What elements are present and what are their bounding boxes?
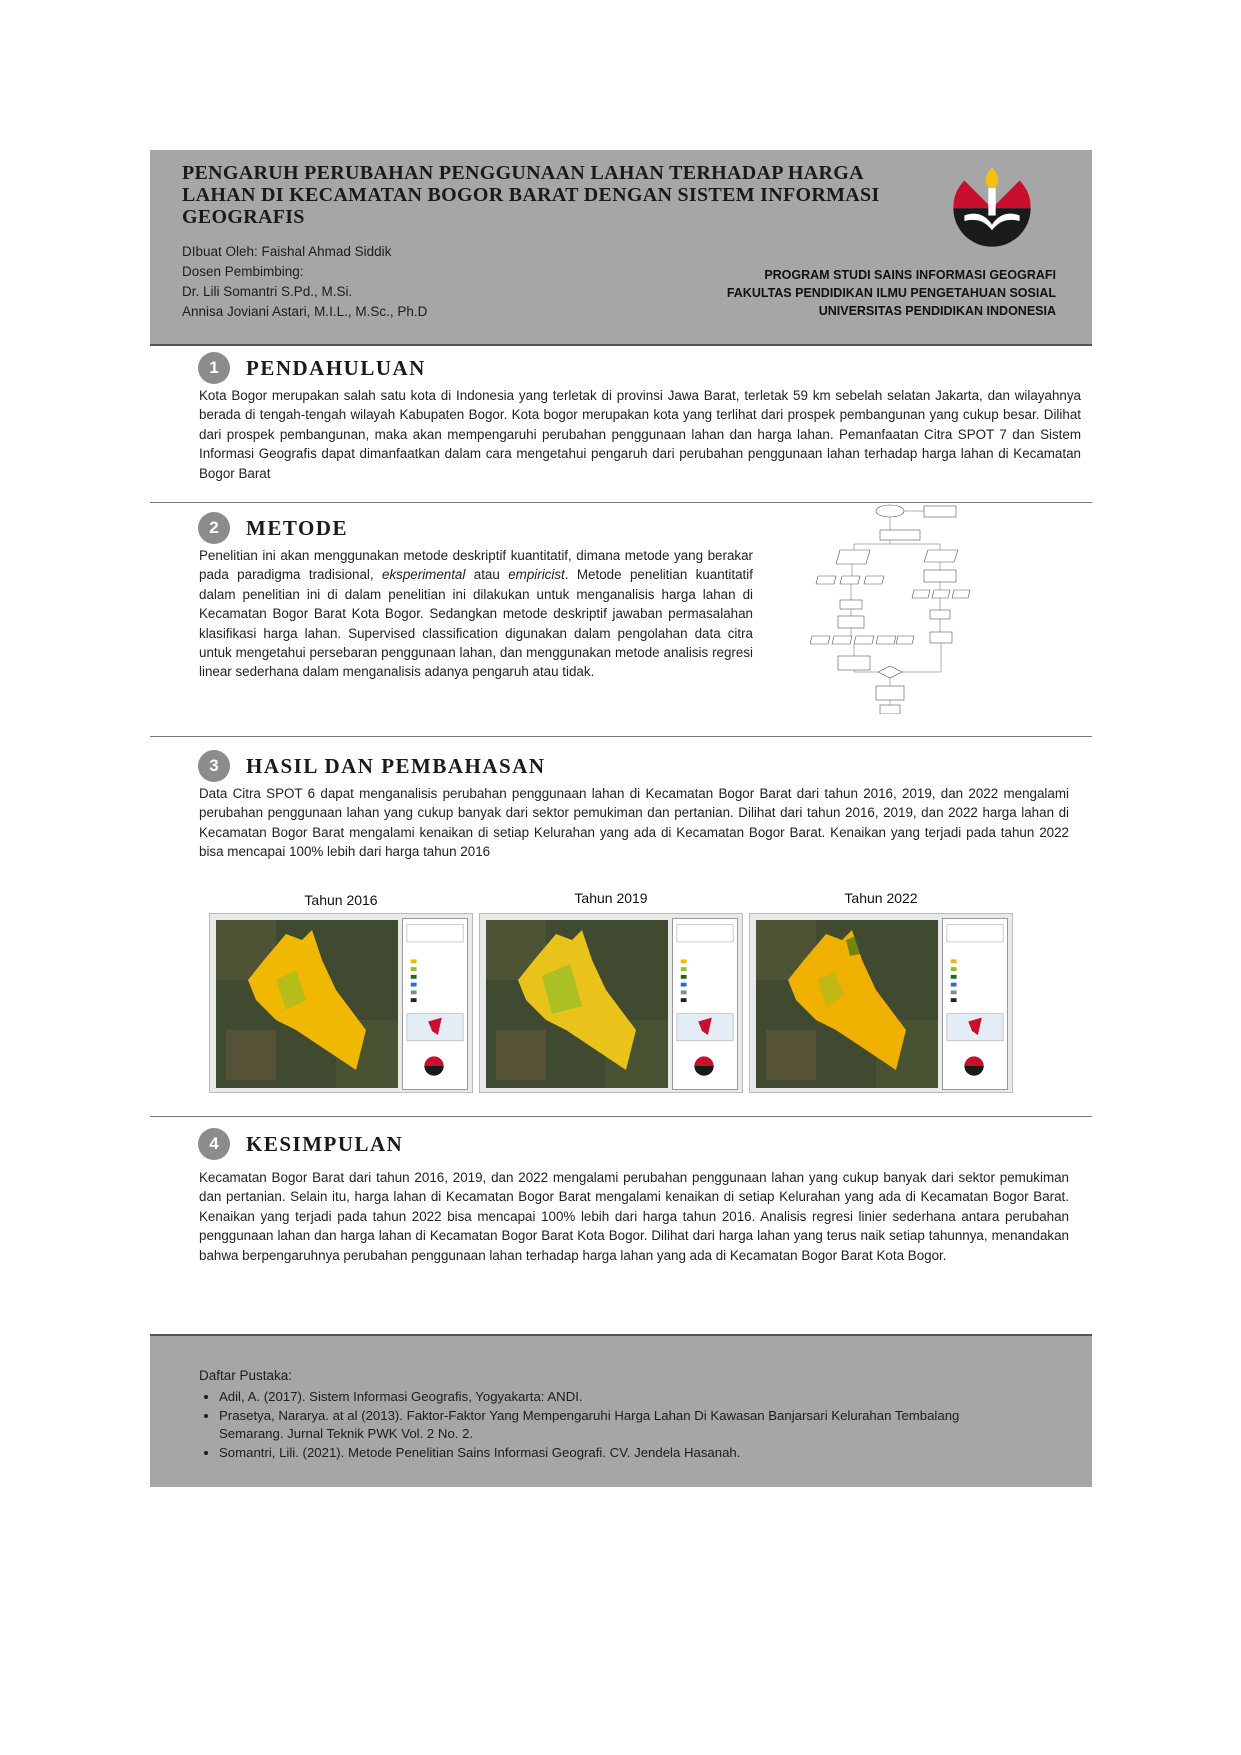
poster-header: [150, 150, 1092, 346]
section-title: KESIMPULAN: [246, 1131, 404, 1156]
author-list: [182, 242, 427, 322]
reference-item: • Somantri, Lili. (2021). Metode Penelitian Sains Informasi Geografi. CV. Jendela Hasanah.: [219, 1444, 979, 1463]
section-1-text: Kota Bogor merupakan salah satu kota di Indonesia yang terletak di provinsi Jawa Barat, terletak 59 km sebelah selatan Jakarta, dan wilayahnya berada di tengah-tengah wilayah Kabupaten Bogor. Kota bogor merupakan kota yang terlihat dari prospek pembangunan yang cukup besar. Dilihat dari prospek pembangunan, maka akan mempengaruhi perubahan penggunaan lahan dan harga lahan. Pemanfaatan Citra SPOT 7 dan Sistem Informasi Geografis dapat dimanfaatkan dalam cara mengetahui pengaruh dari perubahan penggunaan lahan terhadap harga lahan di Kecamatan Bogor Barat: [199, 388, 1081, 481]
section-2-heading: [198, 510, 348, 546]
institution-block: [727, 266, 1056, 320]
institution-line: UNIVERSITAS PENDIDIKAN INDONESIA: [818, 304, 1056, 318]
satellite-map-image: [486, 920, 668, 1088]
section-1-heading: [198, 350, 426, 386]
references-title: Daftar Pustaka:: [199, 1368, 293, 1383]
references-list: [199, 1388, 979, 1462]
poster-title: PENGARUH PERUBAHAN PENGGUNAAN LAHAN TERHADAP HARGA LAHAN DI KECAMATAN BOGOR BARAT DENGAN SISTEM INFORMASI GEOGRAFIS: [182, 162, 880, 228]
land-use-maps: [209, 888, 1009, 1088]
land-use-map-2016: [209, 913, 473, 1093]
satellite-map-image: [216, 920, 398, 1088]
section-3-heading: [198, 748, 546, 784]
section-title: METODE: [246, 515, 348, 540]
section-4-text: Kecamatan Bogor Barat dari tahun 2016, 2019, dan 2022 mengalami perubahan penggunaan lahan yang cukup banyak dari sektor pemukiman dan pertanian. Selain itu, harga lahan di Kecamatan Bogor Barat mengalami kenaikan di setiap Kelurahan yang ada di Kecamatan Bogor Barat. Kenaikan yang terjadi pada tahun 2022 bisa mencapai 100% lebih dari harga tahun 2016. Analisis regresi linier sederhana antara perubahan penggunaan lahan dan harga lahan di Kecamatan Bogor Barat Kota Bogor. Dilihat dari harga lahan yang terus naik setiap tahunnya, menandakan bahwa berpengaruhnya perubahan penggunaan lahan terhadap harga lahan yang ada di Kecamatan Bogor Barat Kota Bogor.: [199, 1170, 1069, 1263]
reference-item: • Prasetya, Nararya. at al (2013). Faktor-Faktor Yang Mempengaruhi Harga Lahan Di Kawasan Banjarsari Kelurahan Tembalang Semarang. Jurnal Teknik PWK Vol. 2 No. 2.: [219, 1407, 979, 1444]
poster: [150, 150, 1092, 1485]
reference-item: • Adil, A. (2017). Sistem Informasi Geografis, Yogyakarta: ANDI.: [219, 1388, 979, 1407]
section-number-badge: 1: [198, 352, 230, 384]
author-line: Dr. Lili Somantri S.Pd., M.Si.: [182, 284, 353, 299]
author-line: DIbuat Oleh: Faishal Ahmad Siddik: [182, 244, 392, 259]
map-label: Tahun 2016: [304, 892, 378, 908]
text-run: eksperimental: [382, 567, 466, 583]
references-footer: [150, 1334, 1092, 1487]
section-title: PENDAHULUAN: [246, 355, 426, 380]
section-title: HASIL DAN PEMBAHASAN: [246, 753, 546, 778]
section-divider: [150, 736, 1092, 737]
author-line: Dosen Pembimbing:: [182, 264, 304, 279]
institution-line: FAKULTAS PENDIDIKAN ILMU PENGETAHUAN SOSIAL: [726, 286, 1056, 300]
university-logo: [946, 164, 1038, 256]
map-legend-panel: [402, 918, 468, 1090]
section-number-badge: 3: [198, 750, 230, 782]
section-3-text: Data Citra SPOT 6 dapat menganalisis perubahan penggunaan lahan di Kecamatan Bogor Barat dari tahun 2016, 2019, dan 2022 mengalami perubahan penggunaan lahan yang cukup banyak dari sektor pemukiman dan pertanian. Dilihat dari tahun 2016, 2019, dan 2022 harga lahan di Kecamatan Bogor Barat mengalami kenaikan di setiap Kelurahan yang ada di Kecamatan Bogor Barat. Kenaikan yang terjadi pada tahun 2022 bisa mencapai 100% lebih dari harga tahun 2016: [199, 786, 1069, 860]
institution-line: PROGRAM STUDI SAINS INFORMASI GEOGRAFI: [764, 268, 1056, 282]
section-divider: [150, 1116, 1092, 1117]
method-flowchart: [810, 502, 980, 714]
section-4-heading: [198, 1126, 403, 1162]
text-run: atau: [465, 567, 509, 583]
map-label: Tahun 2022: [844, 890, 918, 906]
satellite-map-image: [756, 920, 938, 1088]
map-legend-panel: [942, 918, 1008, 1090]
text-run: empiricist: [508, 567, 565, 583]
text-run: Penelitian ini akan menggunakan metode deskriptif kuantitatif, dimana metode yang berakar pada paradigma tradisional,: [199, 548, 753, 583]
section-number-badge: 2: [198, 512, 230, 544]
author-line: Annisa Joviani Astari, M.I.L., M.Sc., Ph.D: [182, 304, 428, 319]
text-run: . Metode penelitian kuantitatif dalam penelitian ini di dalam penelitian ini dilakukan untuk menganalisis harga lahan di Kecamatan Bogor Barat Kota Bogor. Sedangkan metode deskriptif jawaban permasalahan klasifikasi harga lahan. Supervised classification digunakan dalam pengolahan data citra untuk mengetahui persebaran penggunaan lahan, dan menggunakan metode analisis regresi linear sederhana dalam menganalisis adanya pengaruh atau tidak.: [199, 567, 753, 680]
map-legend-panel: [672, 918, 738, 1090]
map-label: Tahun 2019: [574, 890, 648, 906]
land-use-map-2019: [479, 913, 743, 1093]
section-2-text: [199, 546, 753, 682]
section-number-badge: 4: [198, 1128, 230, 1160]
land-use-map-2022: [749, 913, 1013, 1093]
